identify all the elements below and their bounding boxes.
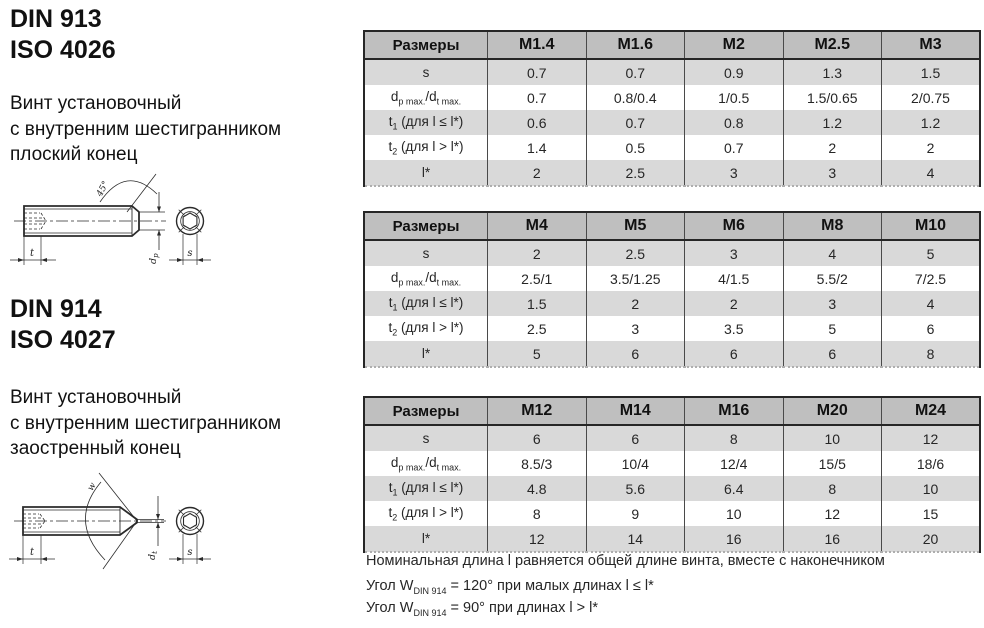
note-angle-90 [366, 600, 598, 618]
value-cell: 15 [882, 501, 981, 526]
value-cell: 4.8 [488, 476, 587, 501]
dimension-t-label: t [29, 248, 35, 259]
value-cell: 0.7 [586, 110, 685, 135]
text-run: t [388, 113, 393, 129]
row-label [364, 316, 488, 341]
din914-drawing [6, 462, 236, 602]
value-cell: 4 [882, 291, 981, 316]
text-run: /d [425, 454, 437, 470]
description-line: Винт установочный [10, 387, 182, 408]
row-label [364, 110, 488, 135]
text-run: = 120° при малых длинах l ≤ l* [446, 578, 654, 594]
din913-drawing [6, 168, 236, 296]
text-run: t [388, 479, 393, 495]
value-cell: 2.5 [586, 160, 685, 186]
row-label [364, 266, 488, 291]
value-cell: 14 [586, 526, 685, 552]
value-cell: 0.5 [586, 135, 685, 160]
header-size-M8: M8 [783, 212, 882, 240]
value-cell: 0.7 [586, 59, 685, 85]
description-line: с внутренним шестигранником [10, 412, 282, 434]
value-cell: 3 [685, 160, 784, 186]
subscript-text: 2 [392, 327, 398, 338]
table-row [364, 291, 980, 316]
value-cell: 6 [685, 341, 784, 367]
value-cell: 0.7 [685, 135, 784, 160]
value-cell: 8 [783, 476, 882, 501]
row-label [364, 501, 488, 526]
value-cell: 2.5/1 [488, 266, 587, 291]
table-row [364, 85, 980, 110]
value-cell: 10 [783, 425, 882, 451]
description-line: плоский конец [10, 144, 138, 165]
header-size-M16: M16 [685, 397, 784, 425]
description-line: с внутренним шестигранником [10, 118, 282, 140]
text-run: (для l > l*) [397, 504, 464, 520]
text-run: s [422, 431, 430, 446]
subscript-text: DIN 914 [413, 607, 447, 618]
header-size-M1.4: M1.4 [488, 31, 587, 59]
value-cell: 4/1.5 [685, 266, 784, 291]
text-run: t [388, 504, 393, 520]
dimension-dp-label: $d_p$ [148, 253, 160, 264]
table-row [364, 451, 980, 476]
row-label [364, 160, 488, 186]
header-size-M3: M3 [882, 31, 981, 59]
dimension-s-label: s [187, 547, 193, 558]
value-cell: 5 [783, 316, 882, 341]
header-sizes-label: Размеры [364, 397, 488, 425]
table-row [364, 266, 980, 291]
table-row [364, 476, 980, 501]
value-cell: 2.5 [586, 240, 685, 266]
value-cell: 5.6 [586, 476, 685, 501]
value-cell: 1.4 [488, 135, 587, 160]
screw-end-view [177, 508, 204, 535]
text-run: (для l > l*) [397, 319, 464, 335]
subscript-text: p max. [398, 277, 426, 288]
subscript-text: 1 [392, 302, 398, 313]
value-cell: 10 [685, 501, 784, 526]
note-nominal-length [366, 553, 885, 569]
description-line: заостренный конец [10, 438, 181, 459]
value-cell: 12 [882, 425, 981, 451]
header-size-M14: M14 [586, 397, 685, 425]
value-cell: 8 [488, 501, 587, 526]
cone-angle-label: w [86, 481, 99, 493]
row-label [364, 291, 488, 316]
text-run: s [422, 65, 430, 80]
subscript-text: t max. [436, 96, 462, 107]
text-run: /d [425, 88, 437, 104]
value-cell: 1/0.5 [685, 85, 784, 110]
value-cell: 7/2.5 [882, 266, 981, 291]
value-cell: 3 [685, 240, 784, 266]
header-size-M10: M10 [882, 212, 981, 240]
value-cell: 0.9 [685, 59, 784, 85]
value-cell: 16 [685, 526, 784, 552]
value-cell: 9 [586, 501, 685, 526]
value-cell: 4 [882, 160, 981, 186]
value-cell: 2/0.75 [882, 85, 981, 110]
value-cell: 3.5/1.25 [586, 266, 685, 291]
row-label [364, 451, 488, 476]
subscript-text: 2 [392, 512, 398, 523]
header-size-M4: M4 [488, 212, 587, 240]
subscript-text: t max. [436, 462, 462, 473]
value-cell: 5.5/2 [783, 266, 882, 291]
value-cell: 15/5 [783, 451, 882, 476]
table-row [364, 501, 980, 526]
value-cell: 10/4 [586, 451, 685, 476]
row-label [364, 526, 488, 552]
subscript-text: DIN 914 [413, 585, 447, 596]
text-run: = 90° при длинах l > l* [446, 600, 598, 616]
text-run: Угол W [366, 600, 414, 616]
value-cell: 2.5 [488, 316, 587, 341]
value-cell: 6 [586, 425, 685, 451]
header-sizes-label: Размеры [364, 31, 488, 59]
subscript-text: p max. [398, 96, 426, 107]
text-run: l* [421, 165, 431, 180]
text-run: d [390, 269, 399, 285]
value-cell: 12 [783, 501, 882, 526]
text-run: Угол W [366, 578, 414, 594]
row-label [364, 59, 488, 85]
value-cell: 2 [488, 160, 587, 186]
row-label [364, 476, 488, 501]
text-run: t [388, 319, 393, 335]
table-row [364, 59, 980, 85]
table-row [364, 316, 980, 341]
value-cell: 6 [783, 341, 882, 367]
text-run: t [388, 294, 393, 310]
subscript-text: t max. [436, 277, 462, 288]
text-run: (для l > l*) [397, 138, 464, 154]
header-size-M1.6: M1.6 [586, 31, 685, 59]
value-cell: 3 [783, 160, 882, 186]
value-cell: 2 [488, 240, 587, 266]
text-run: (для l ≤ l*) [397, 294, 464, 310]
dimensions-table-m1_4-m3 [363, 30, 981, 187]
row-label [364, 425, 488, 451]
table-row [364, 341, 980, 367]
row-label [364, 135, 488, 160]
value-cell: 3 [783, 291, 882, 316]
value-cell: 10 [882, 476, 981, 501]
table-row [364, 135, 980, 160]
value-cell: 12 [488, 526, 587, 552]
value-cell: 18/6 [882, 451, 981, 476]
table-row [364, 160, 980, 186]
header-size-M6: M6 [685, 212, 784, 240]
value-cell: 8 [685, 425, 784, 451]
table-row [364, 240, 980, 266]
table-row [364, 526, 980, 552]
din913-standard: DIN 913 [10, 5, 102, 33]
value-cell: 5 [488, 341, 587, 367]
note-angle-120 [366, 578, 654, 596]
header-size-M2: M2 [685, 31, 784, 59]
din914-standard: DIN 914 [10, 295, 102, 323]
value-cell: 0.7 [488, 59, 587, 85]
table-row [364, 110, 980, 135]
value-cell: 1.3 [783, 59, 882, 85]
row-label [364, 85, 488, 110]
value-cell: 6.4 [685, 476, 784, 501]
din913-heading [10, 4, 116, 66]
text-run: Номинальная длина l равняется общей длине винта, вместе с наконечником [366, 553, 885, 569]
value-cell: 20 [882, 526, 981, 552]
value-cell: 3 [586, 316, 685, 341]
value-cell: 4 [783, 240, 882, 266]
text-run: (для l ≤ l*) [397, 479, 464, 495]
header-size-M2.5: M2.5 [783, 31, 882, 59]
value-cell: 2 [882, 135, 981, 160]
dimensions-table-m4-m10 [363, 211, 981, 368]
value-cell: 8.5/3 [488, 451, 587, 476]
subscript-text: 2 [392, 146, 398, 157]
value-cell: 6 [586, 341, 685, 367]
header-size-M20: M20 [783, 397, 882, 425]
iso4026-standard: ISO 4026 [10, 36, 116, 64]
value-cell: 1.5 [488, 291, 587, 316]
value-cell: 2 [586, 291, 685, 316]
value-cell: 0.8/0.4 [586, 85, 685, 110]
din913-description [10, 91, 281, 168]
dimensions-table-m12-m24 [363, 396, 981, 553]
text-run: (для l ≤ l*) [397, 113, 464, 129]
value-cell: 16 [783, 526, 882, 552]
text-run: /d [425, 269, 437, 285]
description-line: Винт установочный [10, 93, 182, 114]
header-size-M24: M24 [882, 397, 981, 425]
text-run: d [390, 88, 399, 104]
text-run: d [390, 454, 399, 470]
table-row [364, 425, 980, 451]
din914-description [10, 385, 281, 462]
dimension-t-label: t [29, 547, 35, 558]
value-cell: 5 [882, 240, 981, 266]
table-header-row [364, 397, 980, 425]
text-run: s [422, 246, 430, 261]
value-cell: 2 [685, 291, 784, 316]
text-run: l* [421, 531, 431, 546]
value-cell: 1.5/0.65 [783, 85, 882, 110]
value-cell: 3.5 [685, 316, 784, 341]
value-cell: 0.6 [488, 110, 587, 135]
value-cell: 0.8 [685, 110, 784, 135]
value-cell: 6 [488, 425, 587, 451]
value-cell: 12/4 [685, 451, 784, 476]
chamfer-angle-label: 45° [95, 179, 112, 199]
value-cell: 1.2 [783, 110, 882, 135]
text-run: t [388, 138, 393, 154]
table-header-row [364, 212, 980, 240]
dimension-s-label: s [187, 248, 193, 259]
header-size-M5: M5 [586, 212, 685, 240]
value-cell: 1.2 [882, 110, 981, 135]
subscript-text: p max. [398, 462, 426, 473]
value-cell: 8 [882, 341, 981, 367]
header-size-M12: M12 [488, 397, 587, 425]
value-cell: 2 [783, 135, 882, 160]
iso4027-standard: ISO 4027 [10, 326, 116, 354]
value-cell: 6 [882, 316, 981, 341]
header-sizes-label: Размеры [364, 212, 488, 240]
text-run: l* [421, 346, 431, 361]
row-label [364, 341, 488, 367]
row-label [364, 240, 488, 266]
dimension-dt-label: $d_t$ [147, 551, 159, 560]
subscript-text: 1 [392, 487, 398, 498]
value-cell: 1.5 [882, 59, 981, 85]
screw-end-view [177, 208, 204, 235]
din914-heading [10, 294, 116, 356]
subscript-text: 1 [392, 121, 398, 132]
table-header-row [364, 31, 980, 59]
value-cell: 0.7 [488, 85, 587, 110]
